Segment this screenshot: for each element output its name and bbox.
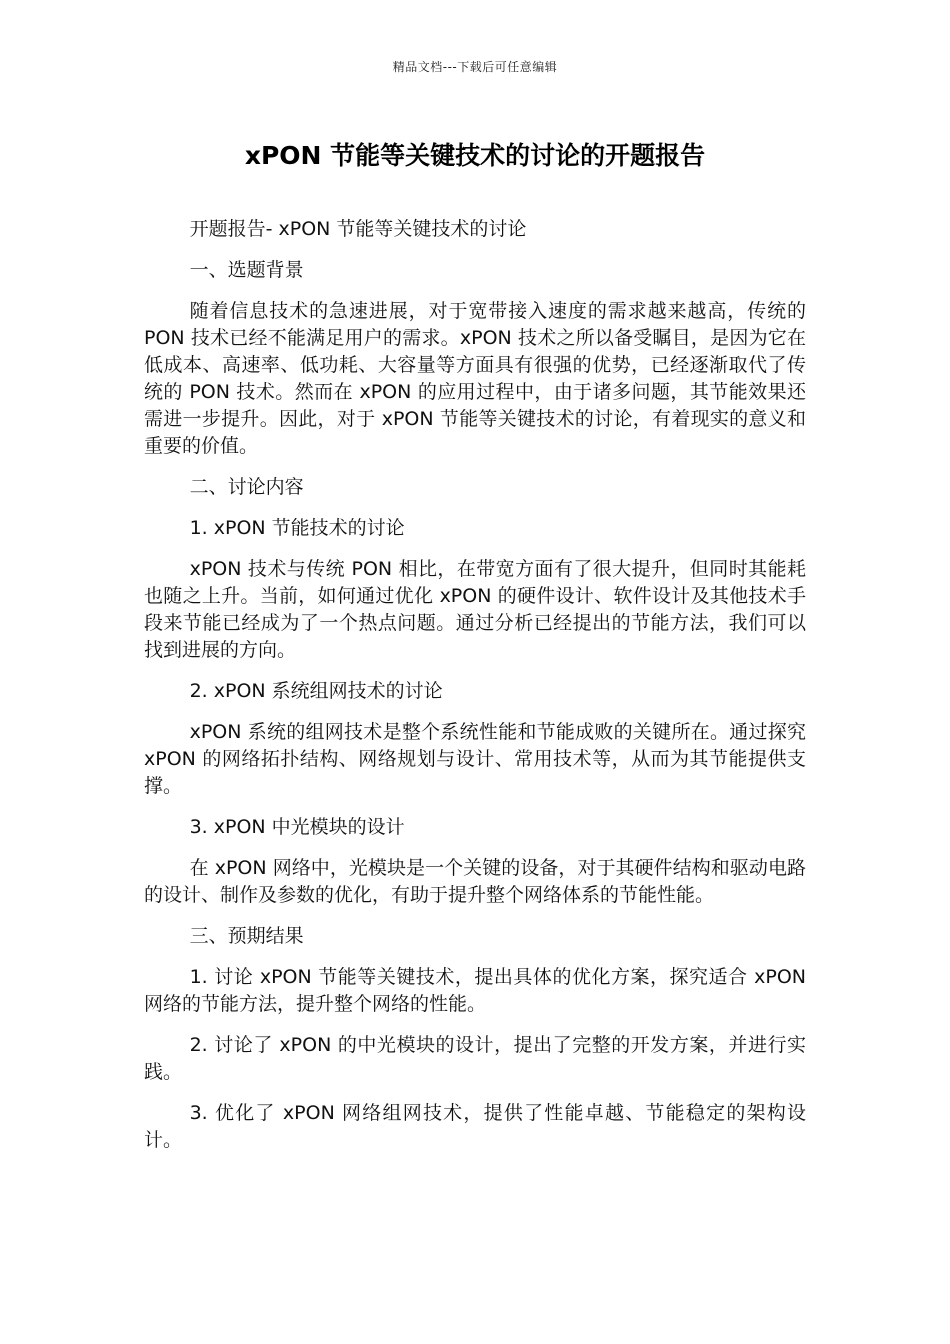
paragraph-result-2: 2. 讨论了 xPON 的中光模块的设计，提出了完整的开发方案，并进行实践。	[144, 1034, 806, 1083]
subheading-optical-module: 3. xPON 中光模块的设计	[189, 816, 405, 838]
page-header: 精品文档---下载后可任意编辑	[392, 60, 558, 74]
document-body	[144, 216, 806, 1168]
document-title: xPON 节能等关键技术的讨论的开题报告	[244, 141, 706, 170]
paragraph-energy-saving: xPON 技术与传统 PON 相比，在带宽方面有了很大提升，但同时其能耗也随之上升。当前，如何通过优化 xPON 的硬件设计、软件设计及其他技术手段来节能已经成为了一个热点问题。通过分析已经提出的节能方法，我们可以找到进展的方向。	[144, 558, 806, 661]
paragraph-optical-module: 在 xPON 网络中，光模块是一个关键的设备，对于其硬件结构和驱动电路的设计、制作及参数的优化，有助于提升整个网络体系的节能性能。	[144, 857, 806, 906]
subheading-energy-saving: 1. xPON 节能技术的讨论	[189, 517, 405, 539]
section-heading-content: 二、讨论内容	[189, 476, 304, 498]
paragraph-report-label: 开题报告- xPON 节能等关键技术的讨论	[189, 218, 527, 240]
paragraph-result-1: 1. 讨论 xPON 节能等关键技术，提出具体的优化方案，探究适合 xPON 网络的节能方法，提升整个网络的性能。	[144, 966, 806, 1015]
paragraph-networking: xPON 系统的组网技术是整个系统性能和节能成败的关键所在。通过探究 xPON 的网络拓扑结构、网络规划与设计、常用技术等，从而为其节能提供支撑。	[144, 721, 806, 797]
subheading-networking: 2. xPON 系统组网技术的讨论	[189, 680, 443, 702]
paragraph-result-3: 3. 优化了 xPON 网络组网技术，提供了性能卓越、节能稳定的架构设计。	[144, 1102, 806, 1151]
section-heading-background: 一、选题背景	[189, 259, 304, 281]
section-heading-results: 三、预期结果	[189, 925, 304, 947]
paragraph-background: 随着信息技术的急速进展，对于宽带接入速度的需求越来越高，传统的 PON 技术已经不能满足用户的需求。xPON 技术之所以备受瞩目，是因为它在低成本、高速率、低功耗、大容量等方面具有很强的优势，已经逐渐取代了传统的 PON 技术。然而在 xPON 的应用过程中，由于诸多问题，其节能效果还需进一步提升。因此，对于 xPON 节能等关键技术的讨论，有着现实的意义和重要的价值。	[144, 300, 806, 457]
